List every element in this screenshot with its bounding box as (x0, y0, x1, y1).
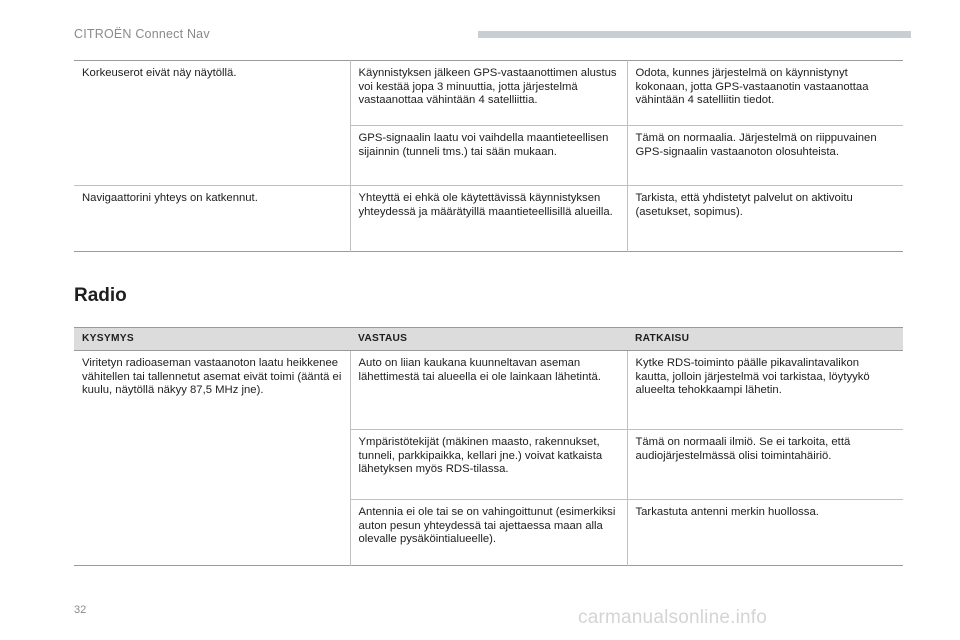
document-header-title: CITROËN Connect Nav (74, 27, 210, 41)
cause-cell: Käynnistyksen jälkeen GPS-vastaanottimen alustus voi kestää jopa 3 minuuttia, jotta järjestelmä vastaanottaa vähintään 4 satelliittia. (350, 61, 627, 126)
solution-cell: Tämä on normaalia. Järjestelmä on riippuvainen GPS-signaalin vastaanoton olosuhteista. (627, 126, 903, 186)
table-row (74, 61, 903, 126)
header-decorative-bar (478, 31, 911, 38)
cause-cell: Antennia ei ole tai se on vahingoittunut (esimerkiksi auton pesun yhteydessä tai ajettaessa maan alla olevalle pysäköintialueelle). (350, 500, 627, 566)
column-header-question: KYSYMYS (74, 328, 350, 351)
solution-cell: Tarkista, että yhdistetyt palvelut on aktivoitu (asetukset, sopimus). (627, 186, 903, 252)
page-number: 32 (74, 604, 87, 616)
solution-cell: Kytke RDS-toiminto päälle pikavalintavalikon kautta, jolloin järjestelmä voi tarkistaa, löytyykö alueelta tehokkaampi lähetin. (635, 357, 870, 397)
solution-cell: Odota, kunnes järjestelmä on käynnistynyt kokonaan, jotta GPS-vastaanotin vastaanottaa vähintään 4 satelliitin tiedot. (635, 67, 869, 107)
solution-cell: Tarkastuta antenni merkin huollossa. (627, 500, 903, 566)
question-cell: Korkeuserot eivät näy näytöllä. (74, 61, 350, 186)
cause-cell: GPS-signaalin laatu voi vaihdella maantieteellisen sijainnin (tunneli tms.) tai sään mukaan. (350, 126, 627, 186)
table-row (74, 186, 903, 252)
section-title-radio: Radio (74, 285, 127, 306)
radio-troubleshooting-table (74, 327, 903, 566)
column-header-solution: RATKAISU (627, 328, 903, 351)
question-cell: Navigaattorini yhteys on katkennut. (74, 186, 350, 252)
table-header-row (74, 328, 903, 351)
table-row (74, 351, 903, 430)
cause-cell: Auto on liian kaukana kuunneltavan aseman lähettimestä tai alueella ei ole lainkaan lähetintä. (350, 351, 627, 430)
question-cell: Viritetyn radioaseman vastaanoton laatu heikkenee vähitellen tai tallennetut asemat eivät toimi (ääntä ei kuulu, näytöllä näkyy 87,5 MHz jne). (74, 351, 350, 566)
cause-cell: Yhteyttä ei ehkä ole käytettävissä käynnistyksen yhteydessä ja määrätyillä maantieteellisillä alueilla. (350, 186, 627, 252)
cause-cell: Ympäristötekijät (mäkinen maasto, rakennukset, tunneli, parkkipaikka, kellari jne.) voivat katkaista lähetyksen myös RDS-tilassa. (350, 430, 627, 500)
solution-cell: Tämä on normaali ilmiö. Se ei tarkoita, että audiojärjestelmässä olisi toimintahäiriö. (627, 430, 903, 500)
watermark-text: carmanualsonline.info (578, 607, 768, 628)
column-header-answer: VASTAUS (350, 328, 627, 351)
gps-troubleshooting-table (74, 60, 903, 252)
